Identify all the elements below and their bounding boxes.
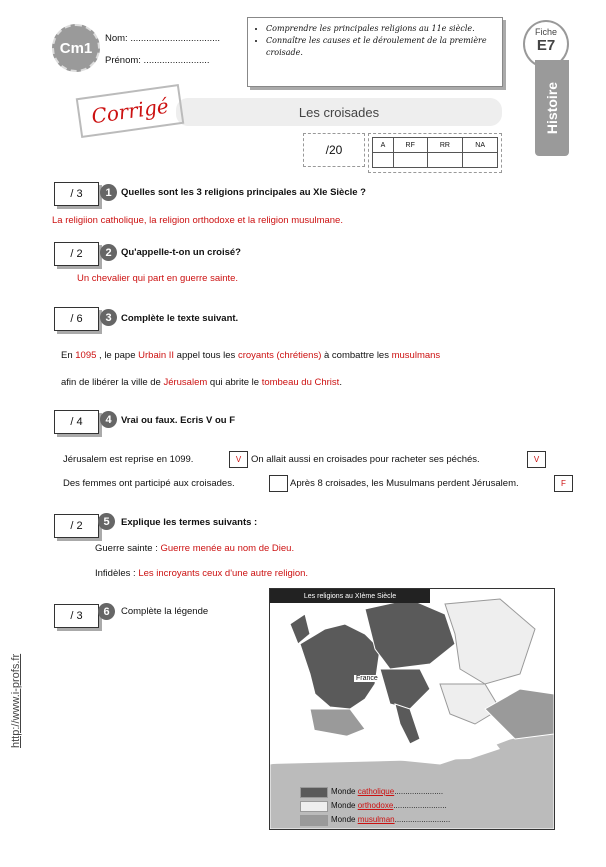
q3-line-1: En 1095 , le pape Urbain II appel tous les croyants (chrétiens) à combattre les musulmans (61, 350, 441, 361)
q2-answer: Un chevalier qui part en guerre sainte. (77, 273, 239, 284)
q4-statement-1: Jérusalem est reprise en 1099. (63, 454, 194, 465)
q6-number: 6 (98, 603, 115, 620)
subject-label: Histoire (544, 81, 560, 135)
map-legend (300, 785, 450, 827)
prenom-field[interactable]: Prénom: ......................... (105, 55, 210, 66)
legend-row: Monde orthodoxe ........................ (300, 799, 450, 813)
blank-pope: Urbain II (138, 350, 175, 361)
q2-question: Qu'appelle-t-on un croisé? (121, 247, 241, 258)
q3-score: / 6 (54, 307, 99, 331)
q4-statement-3: Des femmes ont participé aux croisades. (63, 478, 235, 489)
q5-term-2: Infidèles : Les incroyants ceux d'une autre religion. (95, 568, 309, 579)
objectives-box (247, 17, 503, 87)
grid-header: RR (427, 138, 463, 153)
q5-question: Explique les termes suivants : (121, 517, 258, 528)
legend-swatch (300, 787, 328, 798)
legend-answer: catholique (357, 787, 395, 796)
corrige-stamp: Corrigé (76, 84, 185, 138)
q4-statement-2: On allait aussi en croisades pour racheter ses péchés. (251, 454, 480, 465)
q3-line-2: afin de libérer la ville de Jérusalem qui abrite le tombeau du Christ. (61, 377, 342, 388)
grid-cell[interactable] (427, 153, 463, 168)
side-url-link[interactable]: http://www.i-profs.fr (10, 653, 22, 748)
legend-swatch (300, 801, 328, 812)
q5-term-1: Guerre sainte : Guerre menée au nom de Dieu. (95, 543, 295, 554)
blank-believers: croyants (chrétiens) (237, 350, 322, 361)
q5-definition-2: Les incroyants ceux d'une autre religion. (138, 568, 309, 579)
religions-map (269, 588, 555, 830)
nom-field[interactable]: Nom: .................................. (105, 33, 221, 44)
q6-score: / 3 (54, 604, 99, 628)
q4-number: 4 (100, 411, 117, 428)
legend-answer: orthodoxe (357, 801, 394, 810)
legend-row: Monde musulman ......................... (300, 813, 450, 827)
q4-answer-box-2[interactable]: V (527, 451, 546, 468)
map-label-france: France (356, 675, 378, 682)
evaluation-grid (368, 133, 502, 173)
grid-cell[interactable] (463, 153, 498, 168)
q2-number: 2 (100, 244, 117, 261)
level-badge: Cm1 (52, 24, 100, 72)
q3-question: Complète le texte suivant. (121, 313, 239, 324)
blank-date: 1095 (75, 350, 97, 361)
grid-header: A (373, 138, 394, 153)
q5-definition-1: Guerre menée au nom de Dieu. (160, 543, 295, 554)
grid-cell[interactable] (393, 153, 427, 168)
map-title: Les religions au XIème Siècle (270, 589, 430, 603)
q4-answer-box-1[interactable]: V (229, 451, 248, 468)
q1-score: / 3 (54, 182, 99, 206)
blank-enemies: musulmans (391, 350, 441, 361)
q4-score: / 4 (54, 410, 99, 434)
blank-tomb: tombeau du Christ (261, 377, 340, 388)
page-title: Les croisades (176, 98, 502, 126)
fiche-code: E7 (536, 37, 556, 54)
q1-question: Quelles sont les 3 religions principales au XIe Siècle ? (121, 187, 366, 198)
q6-question: Complète la légende (121, 606, 209, 617)
q2-score: / 2 (54, 242, 99, 266)
q4-statement-4: Après 8 croisades, les Musulmans perdent Jérusalem. (290, 478, 519, 489)
legend-answer: musulman (357, 815, 395, 824)
objective-item: • Connaître les causes et le déroulement de la première croisade. (266, 35, 496, 59)
total-score: /20 (303, 133, 365, 167)
q4-answer-box-3[interactable] (269, 475, 288, 492)
q1-number: 1 (100, 184, 117, 201)
objective-item: • Comprendre les principales religions au 11e siècle. (266, 23, 496, 35)
fiche-label: Fiche (534, 27, 557, 37)
legend-row: Monde catholique ...................... (300, 785, 450, 799)
q5-number: 5 (98, 513, 115, 530)
blank-city: Jérusalem (163, 377, 208, 388)
q5-score: / 2 (54, 514, 99, 538)
grid-header: RF (393, 138, 427, 153)
q4-question: Vrai ou faux. Ecris V ou F (121, 415, 236, 426)
legend-swatch (300, 815, 328, 826)
subject-tab (535, 60, 569, 156)
grid-header: NA (463, 138, 498, 153)
q4-answer-box-4[interactable]: F (554, 475, 573, 492)
q3-number: 3 (100, 309, 117, 326)
grid-cell[interactable] (373, 153, 394, 168)
q1-answer: La religiion catholique, la religion orthodoxe et la religion musulmane. (52, 215, 343, 226)
